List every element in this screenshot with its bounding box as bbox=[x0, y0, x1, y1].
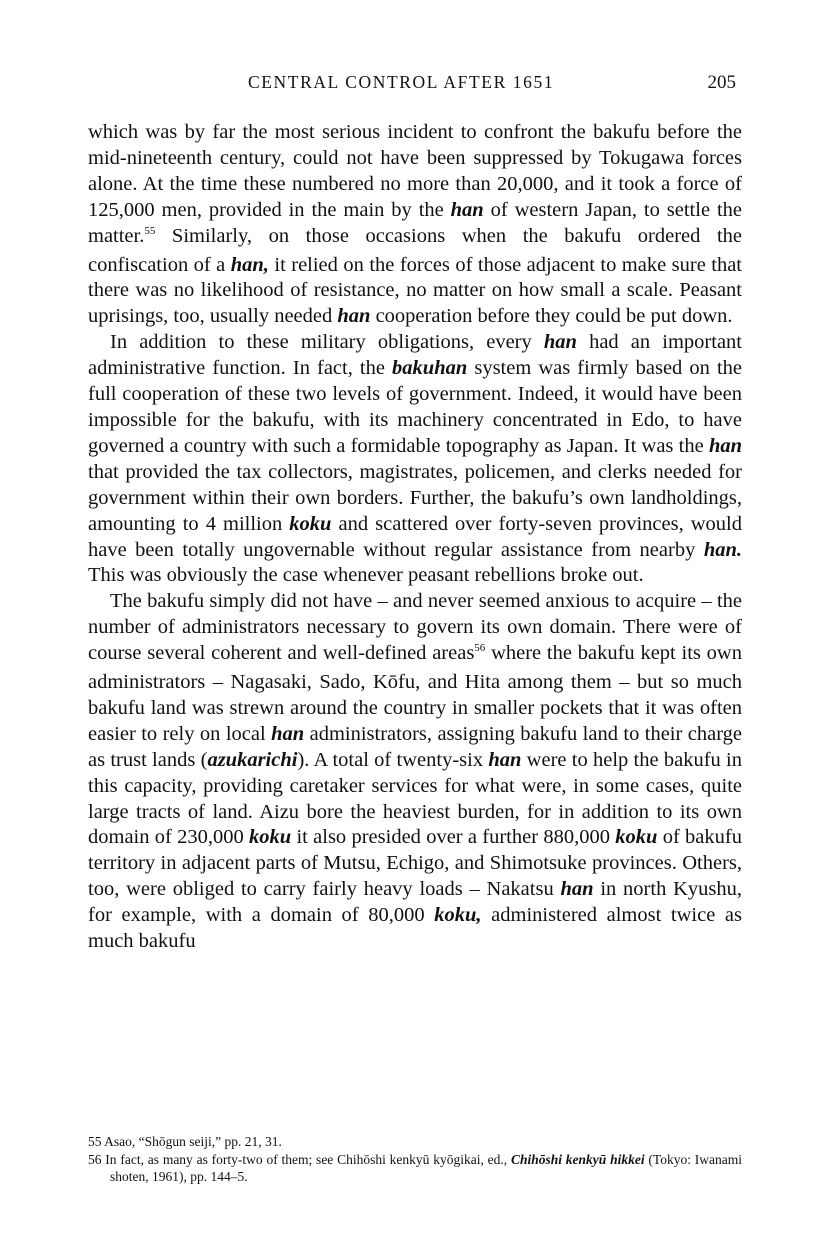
paragraph-3 bbox=[88, 589, 742, 955]
text-run: where the bakufu kept its own administrators – Nagasaki, Sado, Kōfu, and Hita among them – but so much bakufu land was strewn around the country in smaller pockets that it was often easier to rely on local bbox=[88, 642, 742, 745]
italic-term: bakuhan bbox=[392, 357, 468, 380]
italic-term: han bbox=[708, 434, 742, 457]
italic-term: han bbox=[271, 722, 305, 745]
text-run: which was by far the most serious incident to confront the bakufu before the mid-nineteenth century, could not have been suppressed by Tokugawa forces alone. At the time these numbered no more than 20,000, and it took a force of 125,000 men, provided in the main by the bbox=[88, 121, 742, 221]
text-run: were to help the bakufu in this capacity, providing caretaker services for what were, in some cases, quite large tracts of land. Aizu bore the heaviest burden, for in addition to its own domain of 230,000 bbox=[88, 748, 743, 849]
italic-term: han. bbox=[703, 538, 742, 561]
italic-title: Chihōshi kenkyū hikkei bbox=[510, 1151, 645, 1167]
text-run: in north Kyushu, for example, with a domain of 80,000 bbox=[88, 878, 742, 927]
running-title: CENTRAL CONTROL AFTER 1651 bbox=[248, 72, 555, 92]
text-run: In addition to these military obligations, every bbox=[110, 331, 544, 354]
text-run: 56 In fact, as many as forty-two of them; see Chihōshi kenkyū kyōgikai, ed., bbox=[88, 1151, 511, 1167]
italic-term: han bbox=[560, 878, 594, 901]
text-run: ). A total of twenty-six bbox=[297, 748, 489, 771]
footnote-ref-56: 56 bbox=[474, 642, 486, 655]
text-run: administered almost twice as much bakufu bbox=[88, 904, 742, 953]
italic-term: han bbox=[450, 198, 484, 221]
footnotes bbox=[88, 1133, 742, 1186]
text-run: that provided the tax collectors, magistrates, policemen, and clerks needed for government within their own borders. Further, the bakufu’s own landholdings, amounting to 4 million bbox=[88, 460, 742, 535]
text-run: it relied on the forces of those adjacent to make sure that there was no likelihood of resistance, no matter on how small a scale. Peasant uprisings, too, usually needed bbox=[88, 253, 742, 328]
text-run: had an important administrative function. In fact, the bbox=[88, 331, 742, 380]
italic-term: han bbox=[488, 748, 522, 771]
text-run: Similarly, on those occasions when the bakufu ordered the confiscation of a bbox=[88, 224, 742, 276]
footnote-ref-55: 55 bbox=[144, 224, 156, 237]
page-header bbox=[88, 72, 742, 102]
text-run: of bakufu territory in adjacent parts of Mutsu, Echigo, and Shimotsuke provinces. Others, too, were obliged to carry fairly heavy loads – Nakatsu bbox=[88, 826, 742, 901]
page-number: 205 bbox=[707, 72, 736, 93]
italic-term: koku bbox=[249, 826, 292, 849]
italic-term: koku bbox=[615, 826, 658, 849]
italic-term: azukarichi bbox=[207, 748, 298, 771]
italic-term: koku, bbox=[434, 904, 482, 927]
body-text bbox=[88, 120, 742, 955]
paragraph-1 bbox=[88, 120, 742, 330]
italic-term: han bbox=[337, 305, 371, 328]
text-run: administrators, assigning bakufu land to their charge as trust lands ( bbox=[88, 722, 743, 771]
text-run: it also presided over a further 880,000 bbox=[291, 826, 616, 849]
text-run: system was firmly based on the full cooperation of these two levels of government. Indeed, it would have been impossible for the bakufu, with its machinery concentrated in Edo, to have governed a country with such a formidable topography as Japan. It was the bbox=[88, 357, 742, 457]
italic-term: han bbox=[543, 331, 577, 354]
text-run: cooperation before they could be put down. bbox=[370, 305, 733, 328]
text-run: (Tokyo: Iwanami shoten, 1961), pp. 144–5. bbox=[110, 1151, 743, 1184]
italic-term: han, bbox=[230, 253, 269, 276]
text-run: The bakufu simply did not have – and never seemed anxious to acquire – the number of administrators necessary to govern its own domain. There were of course several coherent and well-defined areas bbox=[88, 590, 742, 665]
text-run: This was obviously the case whenever peasant rebellions broke out. bbox=[88, 564, 644, 587]
footnote-55: 55 Asao, “Shōgun seiji,” pp. 21, 31. bbox=[88, 1134, 282, 1149]
paragraph-2 bbox=[88, 330, 742, 589]
text-run: and scattered over forty-seven provinces, would have been totally ungovernable without regular assistance from nearby bbox=[88, 512, 743, 561]
text-run: of western Japan, to settle the matter. bbox=[88, 198, 742, 247]
footnote-56 bbox=[88, 1151, 742, 1186]
italic-term: koku bbox=[289, 512, 332, 535]
